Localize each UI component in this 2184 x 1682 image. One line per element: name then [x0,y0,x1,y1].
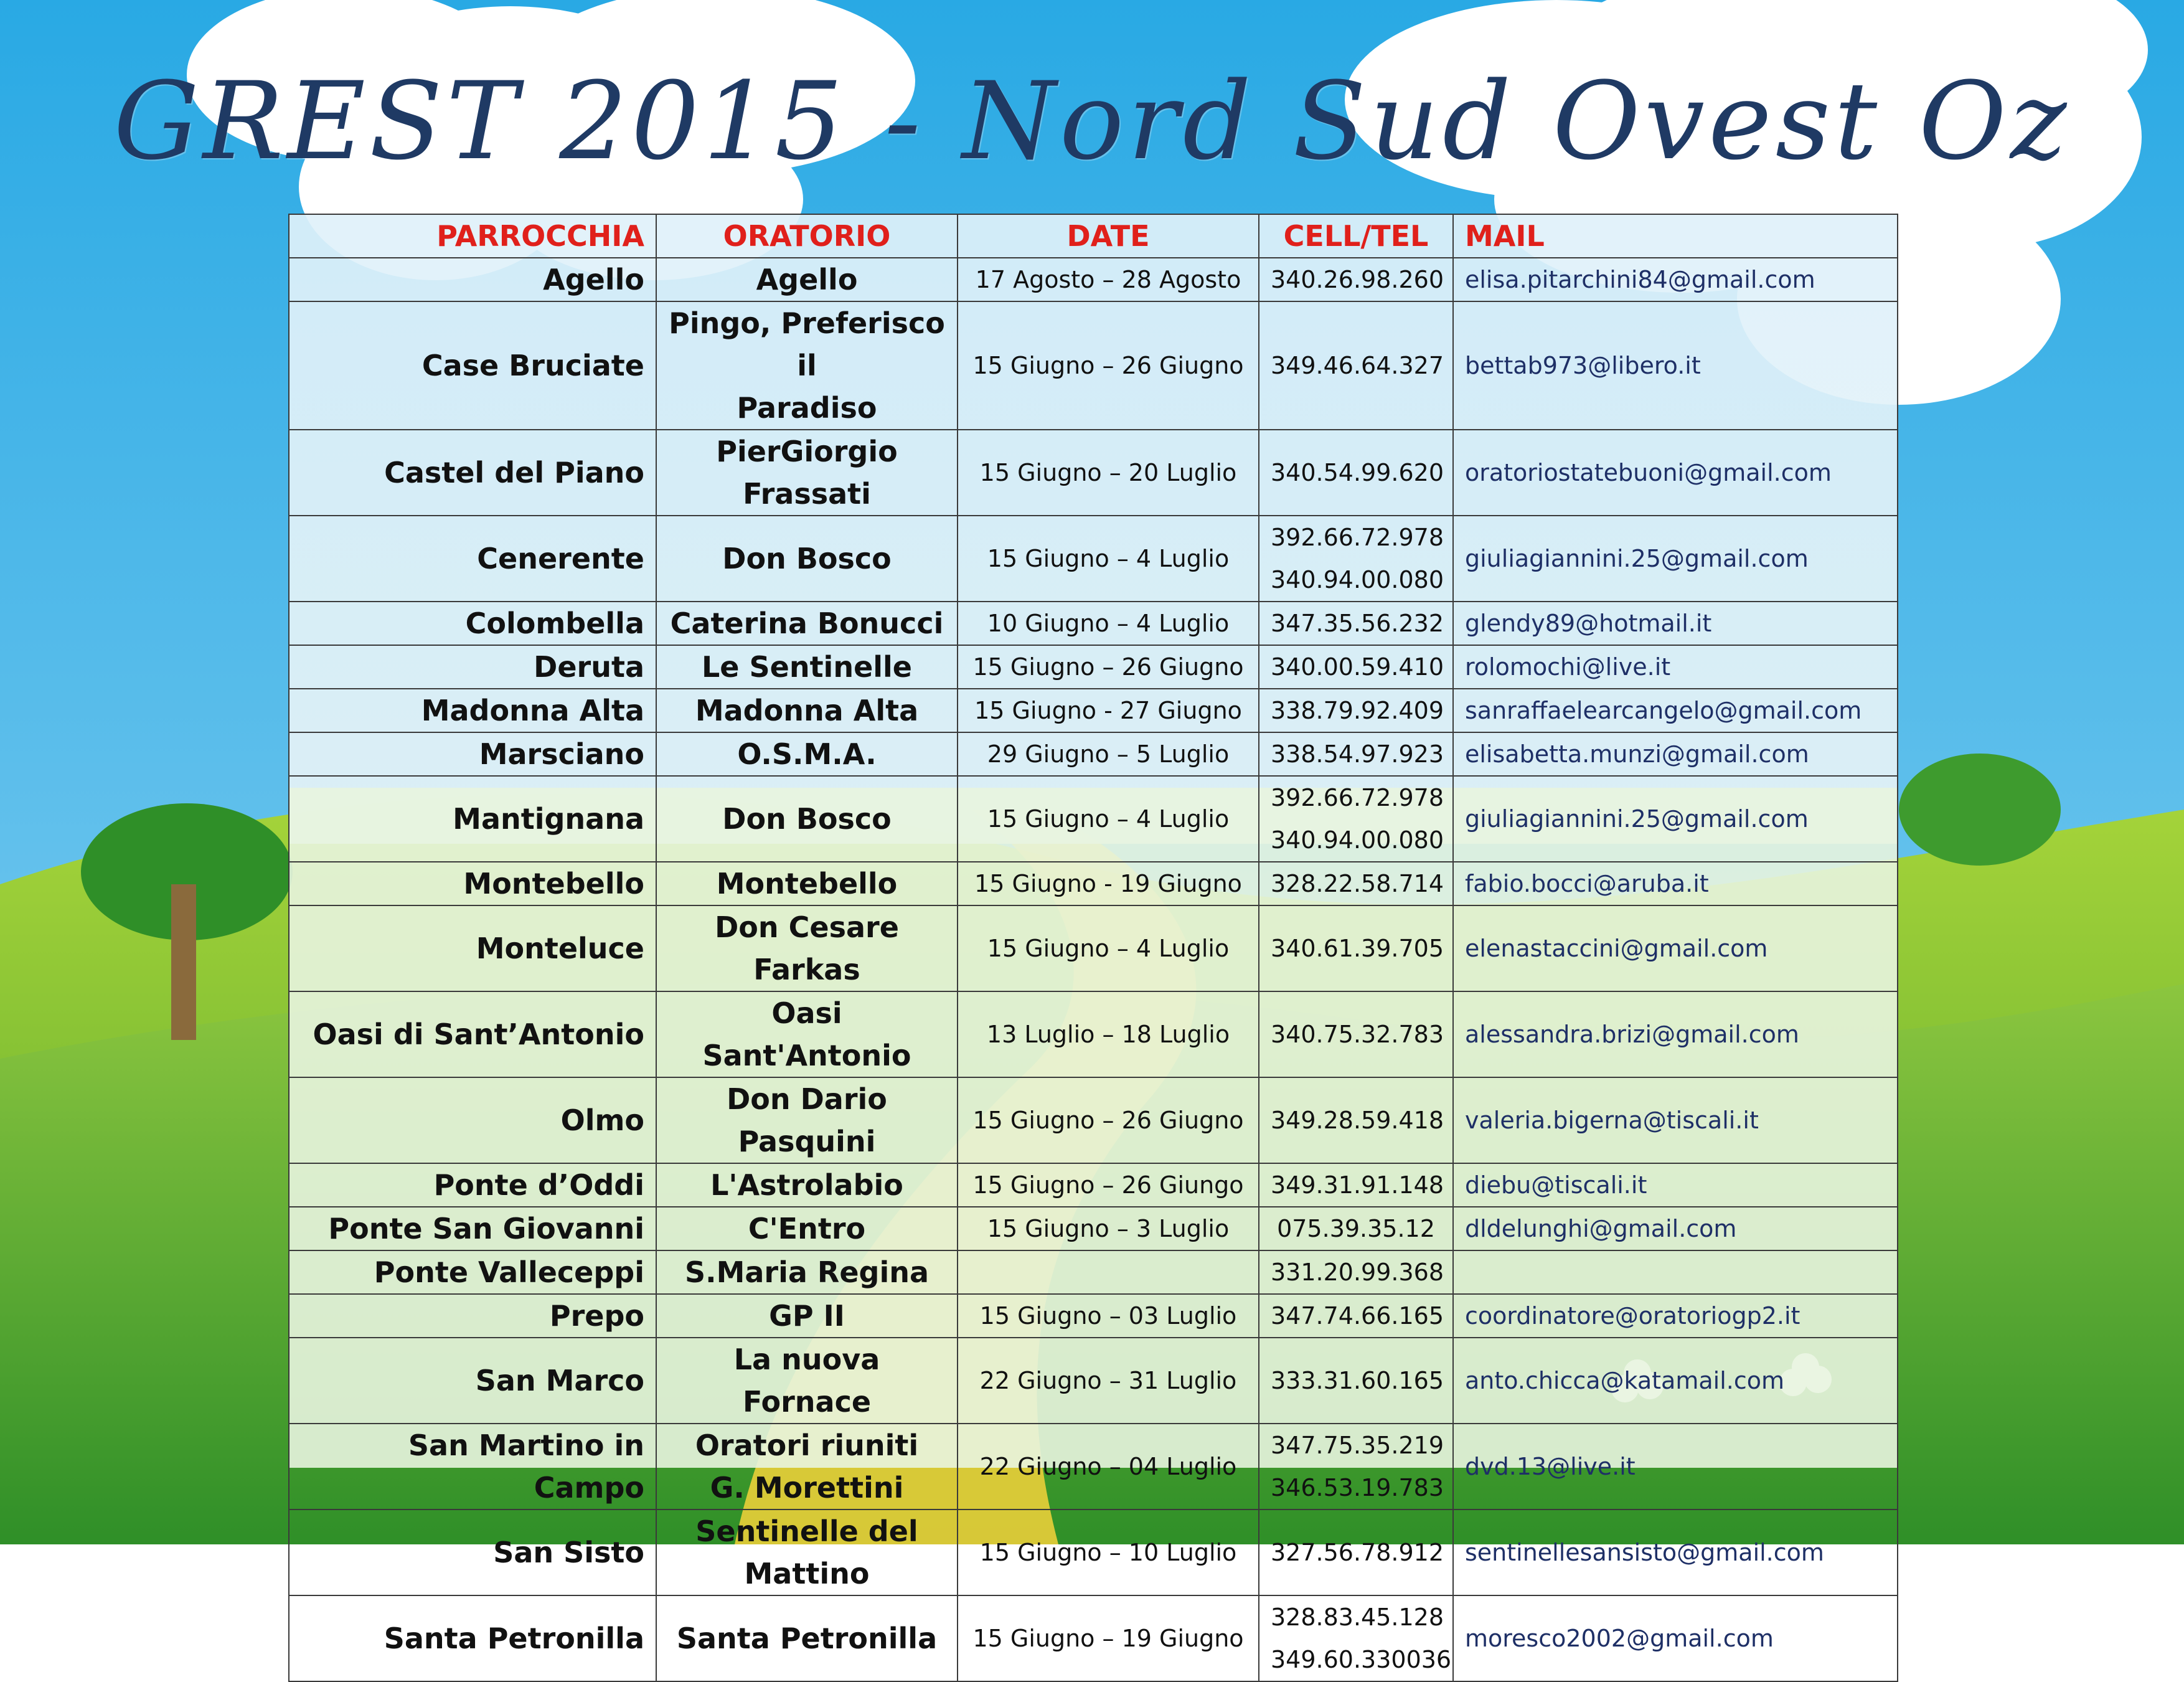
tel-cell: 349.46.64.327 [1259,301,1453,430]
date-cell: 15 Giugno - 27 Giugno [958,689,1259,732]
parrocchia-cell: Olmo [289,1077,656,1163]
table-row [289,301,1898,430]
parrocchia-cell: Montebello [289,862,656,905]
date-cell: 15 Giugno – 20 Luglio [958,430,1259,516]
oratorio-cell: Agello [656,258,958,301]
tel-cell: 347.74.66.165 [1259,1294,1453,1338]
tel-cell: 327.56.78.912 [1259,1510,1453,1595]
table-row [289,1510,1898,1595]
mail-cell: bettab973@libero.it [1453,301,1898,430]
parrocchia-cell: Oasi di Sant’Antonio [289,991,656,1077]
mail-cell: anto.chicca@katamail.com [1453,1338,1898,1424]
page-title: GREST 2015 - Nord Sud Ovest Oz [113,59,2071,184]
parrocchia-cell: Ponte San Giovanni [289,1207,656,1250]
oratorio-cell: Montebello [656,862,958,905]
header-oratorio: ORATORIO [656,214,958,258]
date-cell: 17 Agosto – 28 Agosto [958,258,1259,301]
table-row [289,258,1898,301]
oratorio-cell: Don Bosco [656,516,958,602]
parrocchia-cell: Deruta [289,645,656,689]
table-row [289,991,1898,1077]
table-row [289,1424,1898,1510]
table-row [289,1595,1898,1681]
mail-cell: glendy89@hotmail.it [1453,602,1898,645]
table-header-row [289,214,1898,258]
table-row [289,1077,1898,1163]
parrocchia-cell: Ponte d’Oddi [289,1163,656,1207]
oratori-table-container [288,214,1897,1682]
oratorio-cell: Don Bosco [656,776,958,862]
oratorio-cell: La nuova Fornace [656,1338,958,1424]
parrocchia-cell: Mantignana [289,776,656,862]
date-cell: 15 Giugno – 4 Luglio [958,516,1259,602]
oratorio-cell: C'Entro [656,1207,958,1250]
tel-cell: 338.79.92.409 [1259,689,1453,732]
mail-cell: diebu@tiscali.it [1453,1163,1898,1207]
mail-cell: elisabetta.munzi@gmail.com [1453,732,1898,776]
mail-cell: dldelunghi@gmail.com [1453,1207,1898,1250]
table-row [289,732,1898,776]
mail-cell: giuliagiannini.25@gmail.com [1453,516,1898,602]
oratorio-cell: O.S.M.A. [656,732,958,776]
table-row [289,1338,1898,1424]
table-row [289,602,1898,645]
tel-cell: 328.83.45.128 349.60.330036 [1259,1595,1453,1681]
table-row [289,1207,1898,1250]
header-date: DATE [958,214,1259,258]
mail-cell: elisa.pitarchini84@gmail.com [1453,258,1898,301]
oratori-table [288,214,1898,1682]
oratorio-cell: L'Astrolabio [656,1163,958,1207]
tel-cell: 328.22.58.714 [1259,862,1453,905]
date-cell: 22 Giugno – 04 Luglio [958,1424,1259,1510]
date-cell: 15 Giugno – 26 Giugno [958,301,1259,430]
parrocchia-cell: Colombella [289,602,656,645]
date-cell: 15 Giugno – 26 Giugno [958,645,1259,689]
tel-cell: 331.20.99.368 [1259,1250,1453,1294]
parrocchia-cell: Madonna Alta [289,689,656,732]
oratorio-cell: S.Maria Regina [656,1250,958,1294]
parrocchia-cell: San Marco [289,1338,656,1424]
table-row [289,430,1898,516]
table-row [289,1294,1898,1338]
mail-cell: giuliagiannini.25@gmail.com [1453,776,1898,862]
table-row [289,776,1898,862]
oratorio-cell: GP II [656,1294,958,1338]
table-row [289,905,1898,991]
date-cell: 15 Giugno – 4 Luglio [958,776,1259,862]
table-row [289,516,1898,602]
parrocchia-cell: Marsciano [289,732,656,776]
tel-cell: 349.31.91.148 [1259,1163,1453,1207]
header-mail: MAIL [1453,214,1898,258]
tel-cell: 075.39.35.12 [1259,1207,1453,1250]
tel-cell: 340.26.98.260 [1259,258,1453,301]
date-cell: 15 Giugno – 26 Giungo [958,1163,1259,1207]
parrocchia-cell: Prepo [289,1294,656,1338]
oratorio-cell: Oratori riuniti G. Morettini [656,1424,958,1510]
tel-cell: 347.75.35.219 346.53.19.783 [1259,1424,1453,1510]
mail-cell: sentinellesansisto@gmail.com [1453,1510,1898,1595]
table-row [289,1163,1898,1207]
mail-cell: coordinatore@oratoriogp2.it [1453,1294,1898,1338]
date-cell: 10 Giugno – 4 Luglio [958,602,1259,645]
table-row [289,645,1898,689]
date-cell: 15 Giugno – 4 Luglio [958,905,1259,991]
date-cell: 15 Giugno – 3 Luglio [958,1207,1259,1250]
oratorio-cell: Madonna Alta [656,689,958,732]
mail-cell: oratoriostatebuoni@gmail.com [1453,430,1898,516]
oratorio-cell: Sentinelle del Mattino [656,1510,958,1595]
date-cell: 15 Giugno – 26 Giugno [958,1077,1259,1163]
mail-cell: valeria.bigerna@tiscali.it [1453,1077,1898,1163]
date-cell: 15 Giugno - 19 Giugno [958,862,1259,905]
mail-cell: alessandra.brizi@gmail.com [1453,991,1898,1077]
date-cell: 29 Giugno – 5 Luglio [958,732,1259,776]
oratorio-cell: Caterina Bonucci [656,602,958,645]
mail-cell: sanraffaelearcangelo@gmail.com [1453,689,1898,732]
table-row [289,1250,1898,1294]
parrocchia-cell: Agello [289,258,656,301]
oratorio-cell: Le Sentinelle [656,645,958,689]
parrocchia-cell: Castel del Piano [289,430,656,516]
oratorio-cell: Don Cesare Farkas [656,905,958,991]
parrocchia-cell: Case Bruciate [289,301,656,430]
mail-cell [1453,1250,1898,1294]
mail-cell: dvd.13@live.it [1453,1424,1898,1510]
tel-cell: 347.35.56.232 [1259,602,1453,645]
date-cell: 15 Giugno – 03 Luglio [958,1294,1259,1338]
oratorio-cell: Pingo, Preferisco il Paradiso [656,301,958,430]
parrocchia-cell: San Martino in Campo [289,1424,656,1510]
tel-cell: 333.31.60.165 [1259,1338,1453,1424]
tel-cell: 340.61.39.705 [1259,905,1453,991]
parrocchia-cell: Santa Petronilla [289,1595,656,1681]
tel-cell: 340.54.99.620 [1259,430,1453,516]
header-cell-tel: CELL/TEL [1259,214,1453,258]
mail-cell: elenastaccini@gmail.com [1453,905,1898,991]
tel-cell: 338.54.97.923 [1259,732,1453,776]
mail-cell: rolomochi@live.it [1453,645,1898,689]
tel-cell: 392.66.72.978 340.94.00.080 [1259,776,1453,862]
oratorio-cell: Oasi Sant'Antonio [656,991,958,1077]
oratorio-cell: Santa Petronilla [656,1595,958,1681]
mail-cell: moresco2002@gmail.com [1453,1595,1898,1681]
date-cell: 22 Giugno – 31 Luglio [958,1338,1259,1424]
tel-cell: 349.28.59.418 [1259,1077,1453,1163]
tel-cell: 340.75.32.783 [1259,991,1453,1077]
date-cell: 15 Giugno – 19 Giugno [958,1595,1259,1681]
mail-cell: fabio.bocci@aruba.it [1453,862,1898,905]
tel-cell: 340.00.59.410 [1259,645,1453,689]
oratorio-cell: PierGiorgio Frassati [656,430,958,516]
oratorio-cell: Don Dario Pasquini [656,1077,958,1163]
parrocchia-cell: Monteluce [289,905,656,991]
parrocchia-cell: Cenerente [289,516,656,602]
table-row [289,862,1898,905]
table-row [289,689,1898,732]
date-cell: 15 Giugno – 10 Luglio [958,1510,1259,1595]
parrocchia-cell: San Sisto [289,1510,656,1595]
tel-cell: 392.66.72.978 340.94.00.080 [1259,516,1453,602]
date-cell: 13 Luglio – 18 Luglio [958,991,1259,1077]
date-cell [958,1250,1259,1294]
parrocchia-cell: Ponte Valleceppi [289,1250,656,1294]
header-parrocchia: PARROCCHIA [289,214,656,258]
